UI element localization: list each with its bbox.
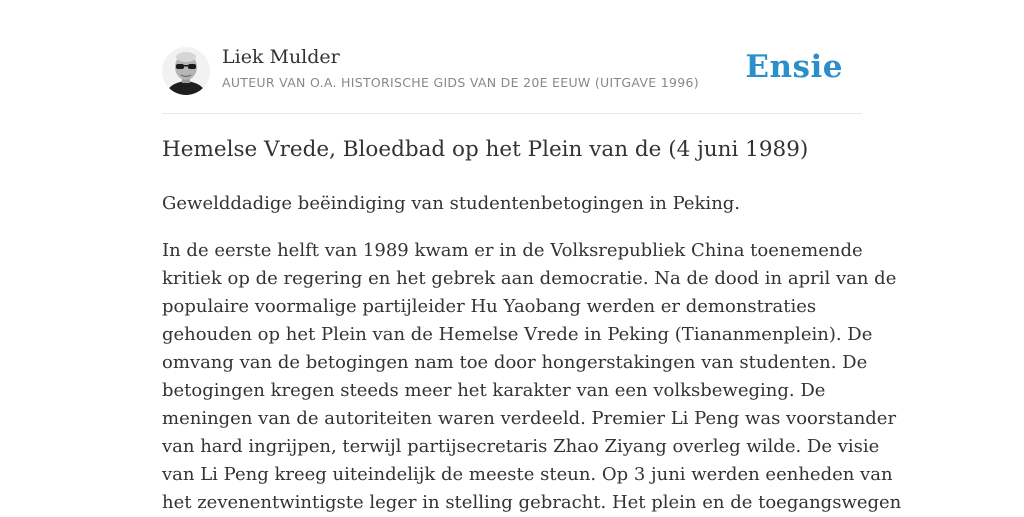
article-body <box>162 237 901 517</box>
body-line: meningen van de autoriteiten waren verdeeld. Premier Li Peng was voorstander <box>162 408 897 429</box>
author-photo <box>162 47 210 95</box>
body-line: populaire voormalige partijleider Hu Yaobang werden er demonstraties <box>162 296 817 317</box>
body-line: gehouden op het Plein van de Hemelse Vrede in Peking (Tiananmenplein). De <box>162 324 873 345</box>
ensie-logo[interactable]: Ensie <box>745 49 843 85</box>
article-container <box>162 0 902 513</box>
body-line: van Li Peng kreeg uiteindelijk de meeste steun. Op 3 juni werden eenheden van <box>162 464 893 485</box>
body-line: betogingen kregen steeds meer het karakter van een volksbeweging. De <box>162 380 826 401</box>
body-line: het zevenentwintigste leger in stelling gebracht. Het plein en de toegangswegen <box>162 492 902 513</box>
author-name[interactable]: Liek Mulder <box>222 46 340 68</box>
body-line: omvang van de betogingen nam toe door hongerstakingen van studenten. De <box>162 352 868 373</box>
body-line: van hard ingrijpen, terwijl partijsecretaris Zhao Ziyang overleg wilde. De visie <box>162 436 880 457</box>
author-description: AUTEUR VAN O.A. HISTORISCHE GIDS VAN DE 20E EEUW (UITGAVE 1996) <box>222 75 699 90</box>
body-line: kritiek op de regering en het gebrek aan democratie. Na de dood in april van de <box>162 268 897 289</box>
article-title: Hemelse Vrede, Bloedbad op het Plein van de (4 juni 1989) <box>162 137 809 162</box>
article-header <box>162 0 862 114</box>
article-summary: Gewelddadige beëindiging van studentenbetogingen in Peking. <box>162 193 741 214</box>
author-avatar[interactable] <box>162 47 210 95</box>
body-line: In de eerste helft van 1989 kwam er in de Volksrepubliek China toenemende <box>162 240 863 261</box>
